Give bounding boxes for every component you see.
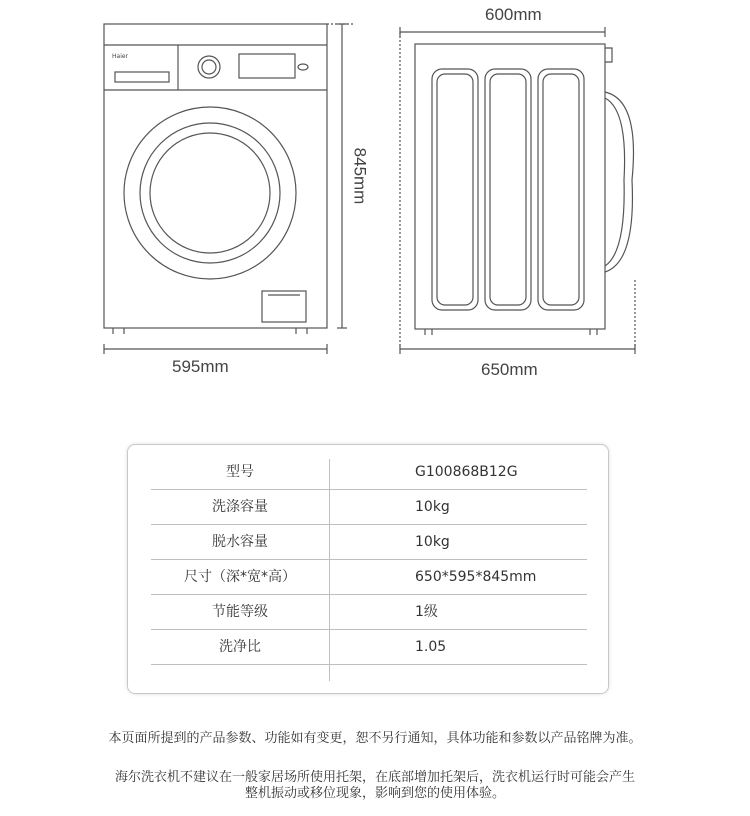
dimension-drawing (0, 0, 750, 400)
disclaimer-note: 本页面所提到的产品参数、功能如有变更，恕不另行通知，具体功能和参数以产品铭牌为准。 (108, 731, 642, 746)
spec-label: 尺寸（深*宽*高） (184, 569, 296, 585)
spec-row-size (151, 560, 587, 594)
spec-value: 1.05 (415, 639, 447, 655)
side-depth-label: 650mm (481, 360, 538, 379)
spec-row-spin-capacity (151, 525, 587, 559)
spec-label: 洗涤容量 (212, 499, 268, 515)
spec-value: 10kg (415, 499, 450, 515)
spec-label: 节能等级 (212, 604, 268, 620)
spec-label: 洗净比 (219, 639, 261, 655)
spec-row-wash-ratio (151, 630, 587, 664)
spec-row-model (151, 455, 587, 489)
side-view-washer (415, 44, 633, 335)
row-separator (151, 664, 587, 665)
height-label: 845mm (350, 147, 370, 205)
front-brand-logo: Haier (112, 53, 129, 60)
bracket-warning-line2: 整机振动或移位现象，影响到您的使用体验。 (244, 786, 505, 801)
spec-row-energy-grade (151, 595, 587, 629)
spec-value: 10kg (415, 534, 450, 550)
spec-label: 脱水容量 (212, 534, 268, 550)
spec-value: G100868B12G (415, 464, 518, 480)
spec-value: 650*595*845mm (415, 569, 537, 585)
spec-label: 型号 (226, 464, 254, 480)
spec-value: 1级 (415, 604, 438, 620)
bracket-warning-line1: 海尔洗衣机不建议在一般家居场所使用托架，在底部增加托架后，洗衣机运行时可能会产生 (114, 770, 635, 785)
front-view-washer (104, 24, 327, 334)
spec-row-wash-capacity (151, 490, 587, 524)
front-width-label: 595mm (172, 357, 229, 376)
side-top-label: 600mm (485, 5, 542, 24)
spec-table (127, 444, 609, 694)
